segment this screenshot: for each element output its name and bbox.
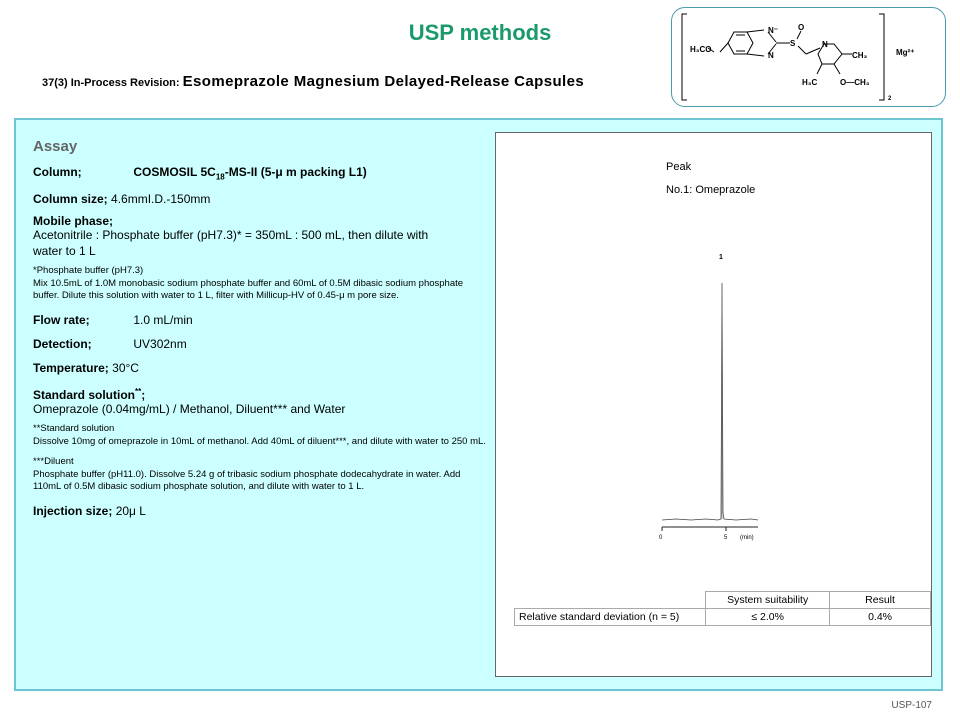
revision-line [42, 73, 584, 90]
table-row [515, 609, 931, 626]
x-tick-label-5: 5 [724, 535, 728, 541]
chromatogram-trace [662, 283, 758, 520]
revision-prefix: 37(3) In-Process Revision: [42, 77, 180, 89]
flow-rate-label: Flow rate; [33, 312, 90, 327]
temperature-value: 30°C [112, 360, 139, 375]
temperature-label: Temperature; [33, 360, 109, 375]
column-value: COSMOSIL $5C_{18}-MS-II$ (5-μ m packing L1) [133, 165, 367, 182]
standard-solution [33, 385, 488, 418]
struct-o: O [798, 23, 805, 32]
struct-mg: Mg²⁺ [896, 48, 915, 57]
struct-och3: O—CH₃ [840, 78, 870, 87]
flow-rate-value: 1.0 mL/min [133, 312, 193, 327]
chemical-structure [671, 7, 946, 107]
table-header-result: Result [830, 592, 931, 609]
chromatogram-panel [495, 132, 932, 677]
product-name: Esomeprazole Magnesium Delayed-Release Capsules [182, 73, 585, 90]
peak-1-label: 1 [719, 254, 723, 261]
struct-s: S [790, 39, 796, 48]
row-requirement: ≤ 2.0% [706, 609, 830, 626]
page-title: USP methods [408, 20, 552, 45]
detection-row [33, 337, 488, 351]
phosphate-buffer-note: *Phosphate buffer (pH7.3) Mix 10.5mL of 1.0M monobasic sodium phosphate buffer and 60mL of 0.5M dibasic sodium phosphate buffer. Dilute this solution with water to 1 L, filter with Millicup-HV of 0.45-μ m pore size. [33, 265, 464, 302]
system-suitability-table [514, 591, 931, 626]
injection-value: 20μ L [115, 503, 146, 518]
column-size-label: Column size; [33, 192, 108, 207]
struct-sub2: 2 [888, 96, 892, 102]
standard-solution-note: **Standard solution Dissolve 10mg of omeprazole in 10mL of methanol. Add 40mL of diluent***, and dilute with water to 250 mL. [33, 423, 486, 447]
page-number: USP-107 [891, 700, 932, 711]
mobile-phase-value: Acetonitrile : Phosphate buffer (pH7.3)* = 350mL : 500 mL, then dilute with water to 1 L [33, 228, 429, 258]
row-result: 0.4% [830, 609, 931, 626]
struct-n-minus: N⁻ [768, 26, 778, 35]
assay-panel [14, 118, 943, 691]
table-corner [515, 592, 706, 609]
peak-name: No.1: Omeprazole [666, 184, 756, 196]
detection-value: UV302nm [133, 336, 187, 351]
injection-label: Injection size; [33, 503, 113, 518]
x-tick-label-0: 0 [659, 535, 663, 541]
detection-label: Detection; [33, 336, 92, 351]
flow-rate-row [33, 313, 488, 327]
x-axis-unit: (min) [740, 535, 754, 541]
struct-n2: N [768, 51, 774, 60]
peak-heading: Peak [666, 161, 692, 173]
column-label: Column; [33, 165, 82, 179]
assay-heading: Assay [33, 138, 78, 155]
mobile-phase [33, 214, 488, 259]
assay-conditions [33, 138, 488, 526]
injection-row [33, 504, 488, 518]
struct-h3c: H₃C [802, 78, 818, 87]
standard-solution-label: Standard solution**; [33, 386, 146, 402]
diluent-note: ***Diluent Phosphate buffer (pH11.0). Dissolve 5.24 g of tribasic sodium phosphate dodecahydrate in water. Add 110mL of 0.5M dibasic sodium phosphate solution, and dilute with water to 1 L. [33, 456, 461, 493]
standard-solution-value: Omeprazole (0.04mg/mL) / Methanol, Diluent*** and Water [33, 401, 346, 416]
column-size-row [33, 192, 488, 206]
column-size-value: 4.6mmI.D.-150mm [111, 192, 211, 207]
struct-ch3: CH₃ [852, 51, 868, 60]
row-label: Relative standard deviation (n = 5) [515, 609, 706, 626]
table-header-suitability: System suitability [706, 592, 830, 609]
mobile-phase-label: Mobile phase; [33, 214, 114, 229]
struct-n-pyr: N [822, 40, 828, 49]
column-row [33, 165, 488, 184]
struct-h3co: H₃CO [690, 45, 712, 54]
temperature-row [33, 361, 488, 375]
